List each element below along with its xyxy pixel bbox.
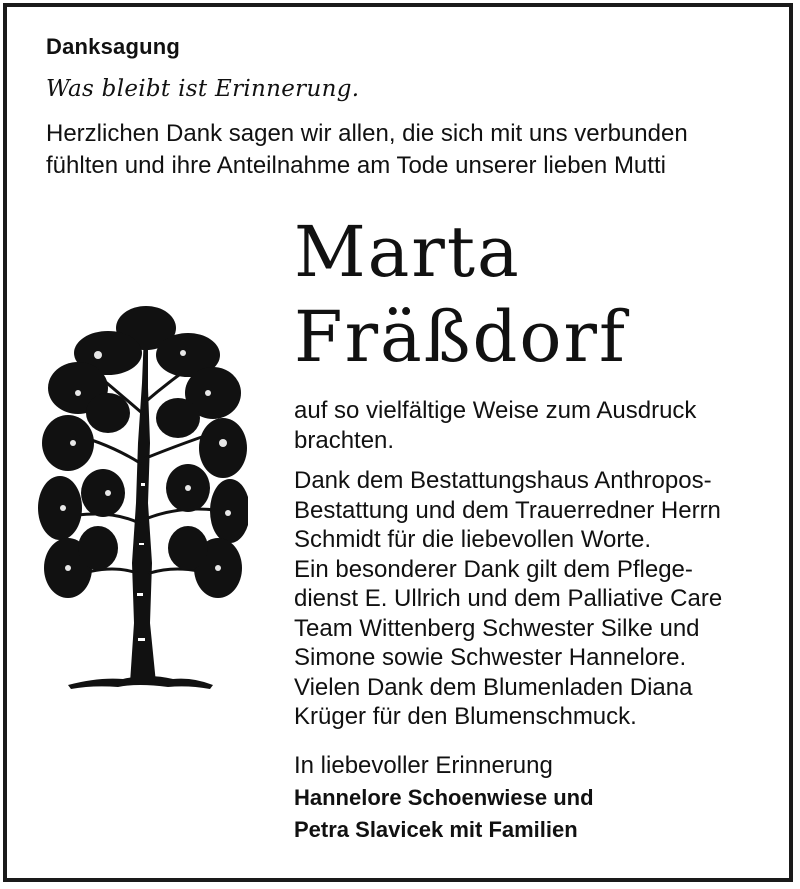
thanks-text — [294, 396, 784, 732]
intro-text — [46, 118, 786, 182]
signer-line: Hannelore Schoenwiese und — [294, 785, 594, 810]
body-line: Vielen Dank dem Blumenladen Diana — [294, 673, 693, 701]
body-line: Krüger für den Blumenschmuck. — [294, 703, 637, 730]
intro-line: fühlten und ihre Anteilnahme am Tode unserer lieben Mutti — [46, 152, 666, 179]
motto: Was bleibt ist Erinnerung. — [46, 76, 360, 102]
body-line: Bestattung und dem Trauerredner Herrn — [294, 496, 721, 524]
deceased-first-name: Marta — [294, 211, 521, 293]
body-line: Team Wittenberg Schwester Silke und — [294, 614, 700, 642]
deceased-last-name: Fräßdorf — [294, 296, 627, 378]
closing-block — [294, 750, 784, 846]
signer-line: Petra Slavicek mit Familien — [294, 817, 578, 842]
body-line: Ein besonderer Dank gilt dem Pflege- — [294, 555, 693, 583]
closing-line: In liebevoller Erinnerung — [294, 752, 553, 779]
body-line: dienst E. Ullrich und dem Palliative Care — [294, 585, 723, 612]
notice-heading: Danksagung — [46, 34, 181, 59]
body-line: Schmidt für die liebevollen Worte. — [294, 526, 652, 553]
body-line: Dank dem Bestattungshaus Anthropos- — [294, 467, 712, 494]
body-line: brachten. — [294, 426, 395, 454]
deceased-name — [294, 210, 627, 380]
body-line: auf so vielfältige Weise zum Ausdruck — [294, 397, 697, 424]
intro-line: Herzlichen Dank sagen wir allen, die sich mit uns verbunden — [46, 120, 688, 147]
thanks-paragraph — [294, 466, 784, 732]
birch-tree-icon — [38, 293, 248, 693]
body-line: Simone sowie Schwester Hannelore. — [294, 644, 687, 671]
